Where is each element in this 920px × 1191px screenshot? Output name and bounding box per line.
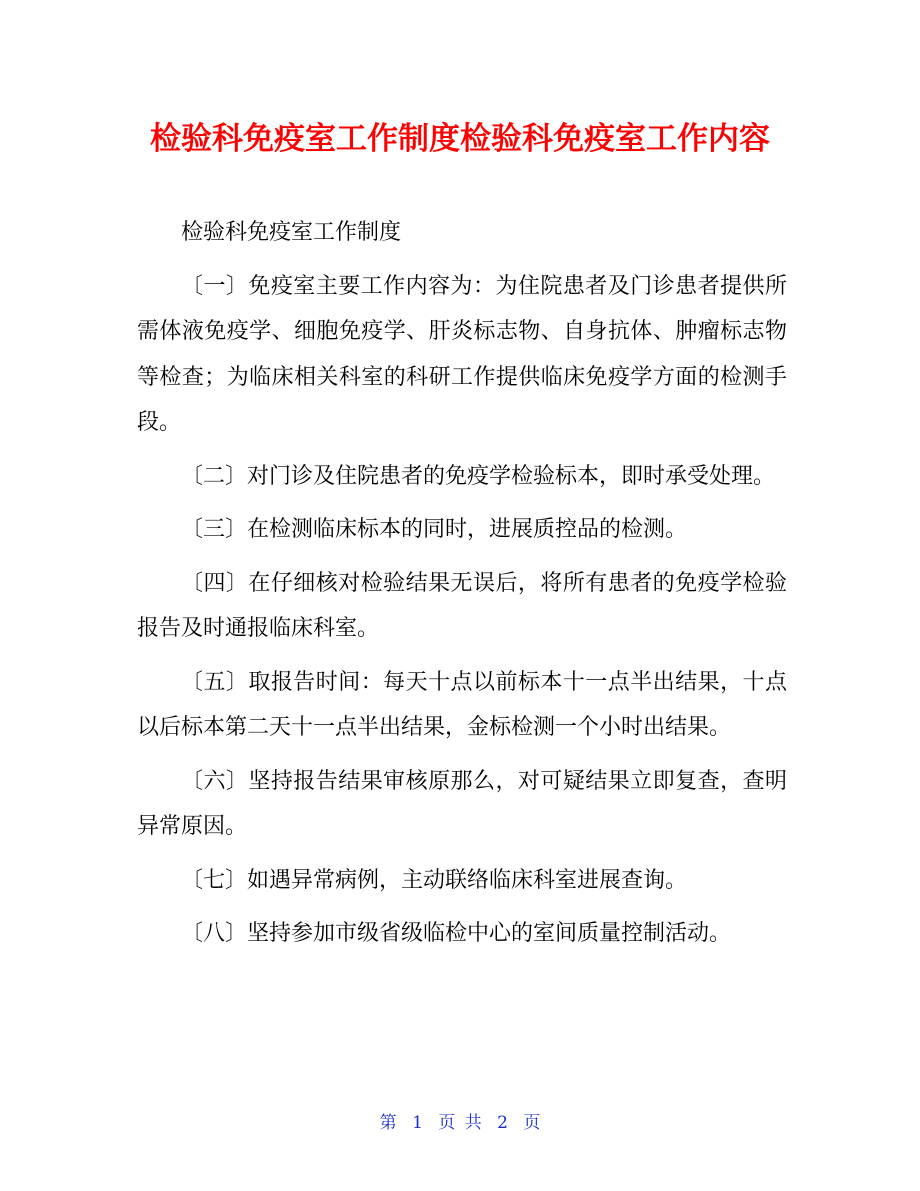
paragraph-item-5: 〔五〕取报告时间：每天十点以前标本十一点半出结果，十点以后标本第二天十一点半出结果，金标检测一个小时出结果。 — [137, 669, 787, 740]
document-body — [137, 210, 787, 957]
footer-total-pages: 2 — [497, 1113, 508, 1133]
paragraph-item-7: 〔七〕如遇异常病例，主动联络临床科室进展查询。 — [181, 867, 688, 893]
paragraph-heading: 检验科免疫室工作制度 — [181, 220, 402, 245]
footer-prefix: 第 — [379, 1113, 397, 1133]
document-title: 检验科免疫室工作制度检验科免疫室工作内容 — [150, 121, 770, 157]
footer-current-page: 1 — [412, 1113, 423, 1133]
paragraph-item-4: 〔四〕在仔细核对检验结果无误后，将所有患者的免疫学检验报告及时通报临床科室。 — [137, 570, 787, 641]
footer-suffix: 页 — [523, 1113, 541, 1133]
paragraph-item-6: 〔六〕坚持报告结果审核原那么，对可疑结果立即复查，查明异常原因。 — [137, 768, 787, 839]
paragraph-item-1: 〔一〕免疫室主要工作内容为：为住院患者及门诊患者提供所需体液免疫学、细胞免疫学、肝炎标志物、自身抗体、肿瘤标志物等检查；为临床相关科室的科研工作提供临床免疫学方面的检测手段。 — [137, 273, 787, 435]
paragraph-item-8: 〔八〕坚持参加市级省级临检中心的室间质量控制活动。 — [181, 921, 732, 946]
page-footer — [0, 1111, 920, 1135]
paragraph-item-3: 〔三〕在检测临床标本的同时，进展质控品的检测。 — [181, 517, 688, 542]
paragraph-item-2: 〔二〕对门诊及住院患者的免疫学检验标本，即时承受处理。 — [181, 463, 776, 489]
footer-mid: 页 共 — [438, 1113, 482, 1133]
